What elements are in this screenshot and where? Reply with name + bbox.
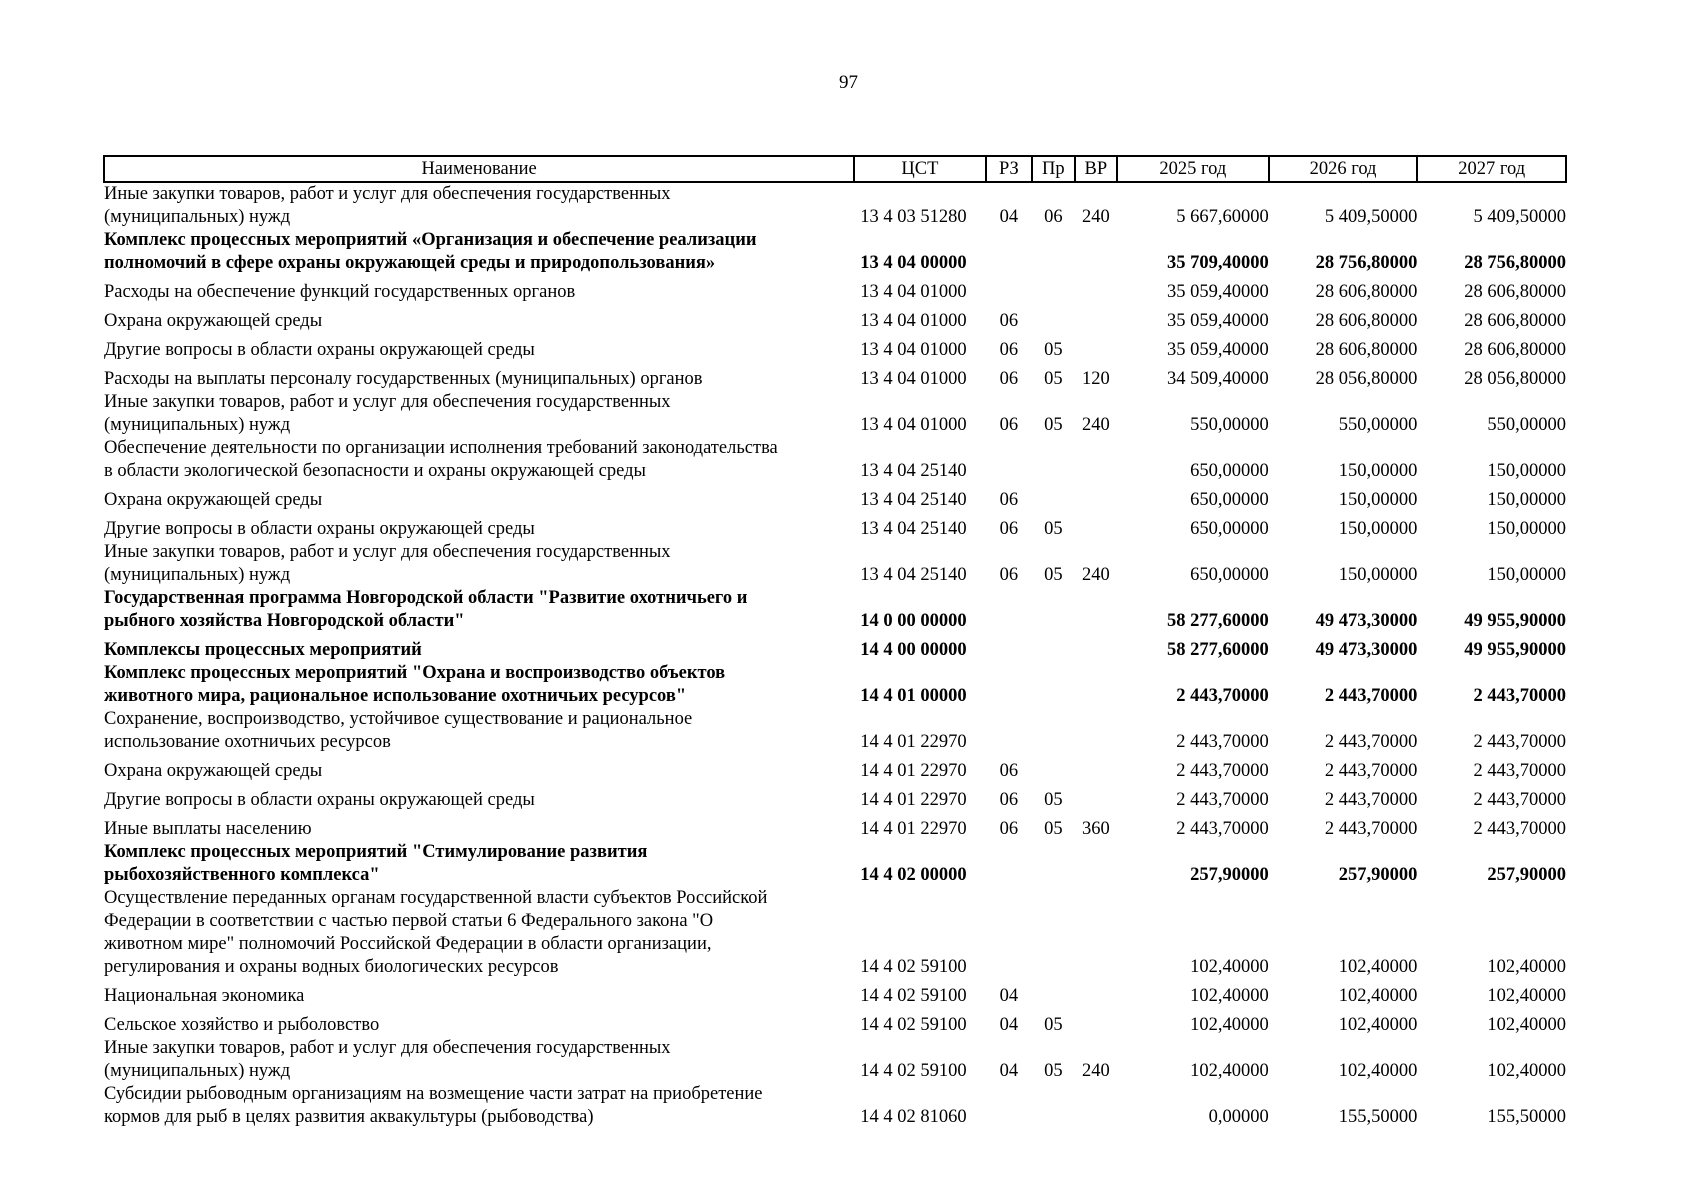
row-vr-code <box>1075 754 1117 783</box>
header-vr: ВР <box>1075 156 1117 182</box>
row-vr-code <box>1075 708 1117 754</box>
table-row <box>104 182 1566 229</box>
row-name: Комплекс процессных мероприятий "Охрана и воспроизводство объектов животного мира, рациональное использование охотничьих ресурсов" <box>104 663 726 706</box>
row-amount-2026: 28 756,80000 <box>1315 253 1418 273</box>
row-rz-code: 06 <box>999 340 1019 360</box>
row-cst-code: 14 4 01 22970 <box>860 819 967 839</box>
table-row <box>104 887 1566 979</box>
row-pr-code <box>1032 887 1074 979</box>
row-amount-2025: 257,90000 <box>1190 865 1269 885</box>
row-amount-2027: 28 606,80000 <box>1464 311 1566 331</box>
row-name: Иные закупки товаров, работ и услуг для обеспечения государственных (муниципальных) нужд <box>104 184 671 227</box>
budget-table <box>103 155 1567 1129</box>
row-amount-2026: 2 443,70000 <box>1324 790 1418 810</box>
row-amount-2026: 102,40000 <box>1338 1015 1418 1035</box>
header-2026: 2026 год <box>1269 156 1418 182</box>
row-vr-code <box>1075 587 1117 633</box>
row-rz-code: 06 <box>999 490 1019 510</box>
row-amount-2025: 650,00000 <box>1190 565 1269 585</box>
row-vr-code <box>1075 304 1117 333</box>
table-row <box>104 333 1566 362</box>
row-name: Охрана окружающей среды <box>104 311 323 331</box>
row-amount-2026: 102,40000 <box>1338 986 1418 1006</box>
row-name: Комплексы процессных мероприятий <box>104 640 422 660</box>
row-amount-2026: 550,00000 <box>1338 415 1418 435</box>
row-pr-code <box>1032 587 1074 633</box>
row-amount-2027: 28 756,80000 <box>1464 253 1566 273</box>
row-vr-code <box>1075 887 1117 979</box>
row-pr-code: 05 <box>1044 369 1063 389</box>
row-rz-code: 06 <box>999 761 1019 781</box>
row-vr-code: 240 <box>1081 415 1110 435</box>
row-cst-code: 13 4 04 25140 <box>860 565 967 585</box>
row-pr-code: 05 <box>1044 1061 1063 1081</box>
row-pr-code <box>1032 754 1074 783</box>
row-amount-2025: 650,00000 <box>1190 519 1269 539</box>
row-amount-2027: 5 409,50000 <box>1473 207 1566 227</box>
row-pr-code <box>1032 437 1074 483</box>
row-amount-2027: 28 606,80000 <box>1464 282 1566 302</box>
row-amount-2026: 150,00000 <box>1338 519 1418 539</box>
row-name: Другие вопросы в области охраны окружающей среды <box>104 790 535 810</box>
row-name: Расходы на обеспечение функций государственных органов <box>104 282 576 302</box>
row-cst-code: 14 4 02 59100 <box>860 1061 967 1081</box>
row-amount-2026: 5 409,50000 <box>1324 207 1418 227</box>
row-pr-code: 05 <box>1044 340 1063 360</box>
row-rz-code <box>986 275 1033 304</box>
row-amount-2027: 102,40000 <box>1487 1061 1566 1081</box>
row-amount-2025: 35 709,40000 <box>1166 253 1269 273</box>
table-row <box>104 483 1566 512</box>
table-row <box>104 783 1566 812</box>
row-pr-code: 05 <box>1044 790 1063 810</box>
row-vr-code <box>1075 1083 1117 1129</box>
row-amount-2026: 155,50000 <box>1338 1107 1418 1127</box>
row-name: Иные закупки товаров, работ и услуг для обеспечения государственных (муниципальных) нужд <box>104 392 671 435</box>
row-vr-code <box>1075 512 1117 541</box>
row-amount-2027: 2 443,70000 <box>1473 761 1566 781</box>
row-name: Иные закупки товаров, работ и услуг для обеспечения государственных (муниципальных) нужд <box>104 1038 671 1081</box>
row-rz-code <box>986 887 1033 979</box>
row-amount-2026: 150,00000 <box>1338 490 1418 510</box>
row-vr-code <box>1075 483 1117 512</box>
row-amount-2025: 102,40000 <box>1190 1015 1269 1035</box>
row-name: Субсидии рыбоводным организациям на возмещение части затрат на приобретение кормов для рыб в целях развития аквакультуры (рыбоводства) <box>104 1084 763 1127</box>
row-amount-2025: 2 443,70000 <box>1176 790 1269 810</box>
row-cst-code: 14 4 01 22970 <box>860 761 967 781</box>
row-rz-code: 06 <box>999 790 1019 810</box>
row-pr-code: 05 <box>1044 519 1063 539</box>
row-pr-code <box>1032 662 1074 708</box>
row-name: Иные закупки товаров, работ и услуг для обеспечения государственных (муниципальных) нужд <box>104 542 671 585</box>
page-number: 97 <box>839 72 858 93</box>
row-pr-code <box>1032 708 1074 754</box>
row-pr-code <box>1032 483 1074 512</box>
row-name: Сохранение, воспроизводство, устойчивое существование и рациональное использование охотничьих ресурсов <box>104 709 693 752</box>
row-rz-code: 06 <box>999 415 1019 435</box>
row-amount-2026: 28 606,80000 <box>1315 340 1418 360</box>
row-cst-code: 13 4 04 01000 <box>860 415 967 435</box>
row-pr-code <box>1032 275 1074 304</box>
row-name: Расходы на выплаты персоналу государственных (муниципальных) органов <box>104 369 703 389</box>
table-row <box>104 812 1566 841</box>
row-amount-2027: 150,00000 <box>1487 565 1566 585</box>
table-row <box>104 541 1566 587</box>
row-name: Комплекс процессных мероприятий «Организация и обеспечение реализации полномочий в сфере охраны окружающей среды и природопользования» <box>104 230 757 273</box>
row-pr-code <box>1032 1083 1074 1129</box>
table-row <box>104 587 1566 633</box>
row-name: Осуществление переданных органам государственной власти субъектов Российской Федерации в соответствии с частью первой статьи 6 Федерального закона "О животном мире" полномочий Российской Федерации в области организации, регулирования и охраны водных биологических ресурсов <box>104 888 768 977</box>
row-name: Охрана окружающей среды <box>104 761 323 781</box>
row-vr-code: 240 <box>1081 565 1110 585</box>
table-row <box>104 662 1566 708</box>
row-rz-code <box>986 587 1033 633</box>
row-rz-code: 06 <box>999 519 1019 539</box>
row-amount-2025: 5 667,60000 <box>1176 207 1269 227</box>
row-amount-2026: 2 443,70000 <box>1324 732 1418 752</box>
row-cst-code: 14 4 02 59100 <box>860 986 967 1006</box>
row-amount-2025: 550,00000 <box>1190 415 1269 435</box>
row-rz-code: 06 <box>999 565 1019 585</box>
row-cst-code: 14 4 01 00000 <box>860 686 967 706</box>
row-vr-code <box>1075 841 1117 887</box>
row-rz-code: 04 <box>999 207 1019 227</box>
row-rz-code: 06 <box>999 819 1019 839</box>
table-row <box>104 1083 1566 1129</box>
row-amount-2026: 2 443,70000 <box>1324 686 1418 706</box>
row-pr-code <box>1032 979 1074 1008</box>
table-row <box>104 304 1566 333</box>
row-amount-2026: 49 473,30000 <box>1315 640 1418 660</box>
row-name: Национальная экономика <box>104 986 305 1006</box>
table-body <box>104 182 1566 1129</box>
row-rz-code <box>986 841 1033 887</box>
table-row <box>104 1037 1566 1083</box>
row-pr-code: 05 <box>1044 1015 1063 1035</box>
row-cst-code: 13 4 04 25140 <box>860 461 967 481</box>
row-amount-2027: 28 606,80000 <box>1464 340 1566 360</box>
row-cst-code: 14 4 01 22970 <box>860 790 967 810</box>
table-row <box>104 633 1566 662</box>
row-cst-code: 14 4 00 00000 <box>860 640 967 660</box>
row-amount-2027: 102,40000 <box>1487 1015 1566 1035</box>
row-amount-2027: 257,90000 <box>1487 865 1566 885</box>
row-pr-code <box>1032 841 1074 887</box>
row-amount-2027: 155,50000 <box>1487 1107 1566 1127</box>
row-rz-code: 04 <box>999 986 1019 1006</box>
row-amount-2027: 150,00000 <box>1487 519 1566 539</box>
row-amount-2026: 257,90000 <box>1338 865 1418 885</box>
row-amount-2027: 150,00000 <box>1487 490 1566 510</box>
row-name: Комплекс процессных мероприятий "Стимулирование развития рыбохозяйственного комплекса" <box>104 842 648 885</box>
row-cst-code: 13 4 04 25140 <box>860 490 967 510</box>
row-cst-code: 13 4 04 01000 <box>860 369 967 389</box>
row-rz-code: 04 <box>999 1015 1019 1035</box>
row-amount-2025: 102,40000 <box>1190 957 1269 977</box>
row-name: Государственная программа Новгородской области "Развитие охотничьего и рыбного хозяйства Новгородской области" <box>104 588 748 631</box>
table-row <box>104 754 1566 783</box>
table-row <box>104 979 1566 1008</box>
row-name: Иные выплаты населению <box>104 819 312 839</box>
row-rz-code <box>986 662 1033 708</box>
row-cst-code: 14 4 01 22970 <box>860 732 967 752</box>
row-amount-2027: 49 955,90000 <box>1464 611 1566 631</box>
row-rz-code <box>986 229 1033 275</box>
row-amount-2026: 150,00000 <box>1338 461 1418 481</box>
row-cst-code: 14 4 02 59100 <box>860 1015 967 1035</box>
row-amount-2027: 2 443,70000 <box>1473 790 1566 810</box>
row-rz-code <box>986 708 1033 754</box>
row-amount-2025: 2 443,70000 <box>1176 686 1269 706</box>
row-cst-code: 14 4 02 81060 <box>860 1107 967 1127</box>
row-amount-2025: 0,00000 <box>1208 1107 1269 1127</box>
table-row <box>104 1008 1566 1037</box>
row-name: Обеспечение деятельности по организации исполнения требований законодательства в области экологической безопасности и охраны окружающей среды <box>104 438 778 481</box>
row-rz-code <box>986 1083 1033 1129</box>
row-vr-code: 240 <box>1081 1061 1110 1081</box>
row-cst-code: 14 0 00 00000 <box>860 611 967 631</box>
row-amount-2025: 35 059,40000 <box>1166 340 1269 360</box>
row-cst-code: 14 4 02 59100 <box>860 957 967 977</box>
row-vr-code <box>1075 437 1117 483</box>
row-amount-2027: 2 443,70000 <box>1473 819 1566 839</box>
row-amount-2026: 2 443,70000 <box>1324 761 1418 781</box>
row-amount-2025: 102,40000 <box>1190 1061 1269 1081</box>
row-cst-code: 13 4 04 01000 <box>860 282 967 302</box>
header-row <box>104 156 1566 182</box>
row-amount-2026: 102,40000 <box>1338 1061 1418 1081</box>
row-cst-code: 13 4 03 51280 <box>860 207 967 227</box>
table-row <box>104 391 1566 437</box>
row-amount-2025: 58 277,60000 <box>1166 611 1269 631</box>
row-vr-code <box>1075 229 1117 275</box>
row-name: Другие вопросы в области охраны окружающей среды <box>104 519 535 539</box>
row-amount-2027: 2 443,70000 <box>1473 686 1566 706</box>
row-cst-code: 13 4 04 00000 <box>860 253 967 273</box>
row-amount-2025: 35 059,40000 <box>1166 311 1269 331</box>
table-row <box>104 229 1566 275</box>
row-vr-code <box>1075 662 1117 708</box>
row-rz-code: 06 <box>999 311 1019 331</box>
row-amount-2025: 34 509,40000 <box>1166 369 1269 389</box>
row-amount-2027: 2 443,70000 <box>1473 732 1566 752</box>
row-amount-2025: 58 277,60000 <box>1166 640 1269 660</box>
table-header <box>104 156 1566 182</box>
row-amount-2025: 35 059,40000 <box>1166 282 1269 302</box>
row-pr-code <box>1032 633 1074 662</box>
row-amount-2026: 49 473,30000 <box>1315 611 1418 631</box>
row-vr-code <box>1075 333 1117 362</box>
row-pr-code: 05 <box>1044 819 1063 839</box>
header-name: Наименование <box>104 156 854 182</box>
row-amount-2025: 650,00000 <box>1190 490 1269 510</box>
row-amount-2026: 2 443,70000 <box>1324 819 1418 839</box>
row-rz-code <box>986 437 1033 483</box>
row-vr-code: 240 <box>1081 207 1110 227</box>
table-row <box>104 437 1566 483</box>
row-amount-2027: 150,00000 <box>1487 461 1566 481</box>
header-2027: 2027 год <box>1417 156 1566 182</box>
row-amount-2026: 102,40000 <box>1338 957 1418 977</box>
row-amount-2026: 28 606,80000 <box>1315 282 1418 302</box>
row-amount-2026: 28 606,80000 <box>1315 311 1418 331</box>
row-pr-code <box>1032 304 1074 333</box>
row-amount-2027: 550,00000 <box>1487 415 1566 435</box>
row-cst-code: 13 4 04 01000 <box>860 311 967 331</box>
row-amount-2025: 102,40000 <box>1190 986 1269 1006</box>
row-cst-code: 14 4 02 00000 <box>860 865 967 885</box>
row-pr-code: 05 <box>1044 415 1063 435</box>
row-amount-2027: 102,40000 <box>1487 986 1566 1006</box>
row-amount-2025: 2 443,70000 <box>1176 761 1269 781</box>
row-cst-code: 13 4 04 25140 <box>860 519 967 539</box>
row-name: Другие вопросы в области охраны окружающей среды <box>104 340 535 360</box>
row-amount-2027: 28 056,80000 <box>1464 369 1566 389</box>
row-vr-code <box>1075 783 1117 812</box>
header-2025: 2025 год <box>1117 156 1269 182</box>
row-pr-code: 06 <box>1044 207 1063 227</box>
table-row <box>104 512 1566 541</box>
table-row <box>104 708 1566 754</box>
row-name: Сельское хозяйство и рыболовство <box>104 1015 380 1035</box>
row-name: Охрана окружающей среды <box>104 490 323 510</box>
table-row <box>104 275 1566 304</box>
row-vr-code <box>1075 1008 1117 1037</box>
row-amount-2027: 102,40000 <box>1487 957 1566 977</box>
row-amount-2027: 49 955,90000 <box>1464 640 1566 660</box>
row-rz-code: 04 <box>999 1061 1019 1081</box>
row-pr-code <box>1032 229 1074 275</box>
table-row <box>104 841 1566 887</box>
row-vr-code: 360 <box>1081 819 1110 839</box>
header-cst: ЦСТ <box>854 156 985 182</box>
row-amount-2025: 650,00000 <box>1190 461 1269 481</box>
row-rz-code: 06 <box>999 369 1019 389</box>
row-amount-2025: 2 443,70000 <box>1176 732 1269 752</box>
header-pr: Пр <box>1032 156 1074 182</box>
row-vr-code <box>1075 979 1117 1008</box>
header-rz: РЗ <box>986 156 1033 182</box>
row-amount-2026: 28 056,80000 <box>1315 369 1418 389</box>
row-vr-code: 120 <box>1081 369 1110 389</box>
row-amount-2026: 150,00000 <box>1338 565 1418 585</box>
table-row <box>104 362 1566 391</box>
row-pr-code: 05 <box>1044 565 1063 585</box>
row-vr-code <box>1075 275 1117 304</box>
row-vr-code <box>1075 633 1117 662</box>
row-rz-code <box>986 633 1033 662</box>
row-amount-2025: 2 443,70000 <box>1176 819 1269 839</box>
row-cst-code: 13 4 04 01000 <box>860 340 967 360</box>
